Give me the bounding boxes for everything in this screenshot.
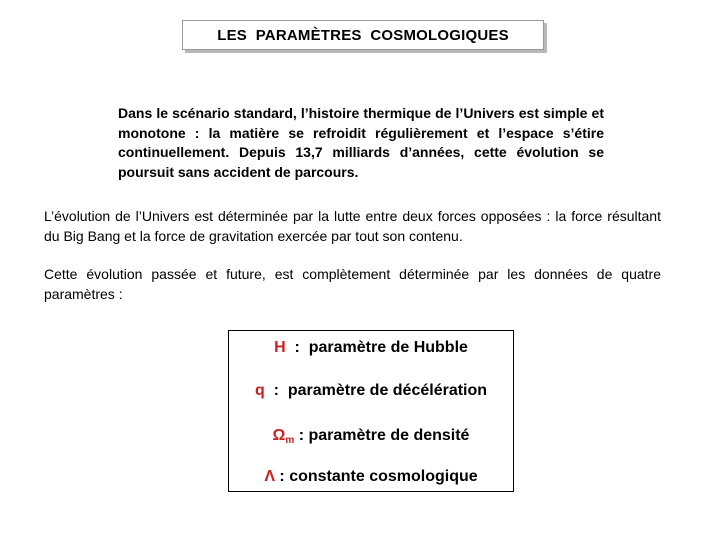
param-density-symbol (273, 427, 295, 444)
parameters-box (228, 330, 514, 492)
param-density-symbol-main: Ω (272, 427, 286, 444)
param-density-label: : paramètre de densité (294, 427, 470, 444)
forces-paragraph: L’évolution de l’Univers est déterminée par la lutte entre deux forces opposées : la force résultant du Big Bang et la force de gravitation exercée par tout son contenu. (44, 208, 661, 244)
param-density-subscript: m (285, 435, 295, 446)
parameters-paragraph: Cette évolution passée et future, est complètement déterminée par les données de quatre paramètres : (44, 266, 661, 302)
param-hubble (229, 339, 513, 357)
page-title (182, 20, 544, 50)
intro-paragraph: Dans le scénario standard, l’histoire thermique de l’Univers est simple et monotone : la matière se refroidit régulièrement et l’espace s’étire continuellement. Depuis 13,7 milliards d’années, cette évolution se poursuit sans accident de parcours. (118, 105, 604, 180)
param-deceleration-symbol: q (254, 382, 265, 399)
param-deceleration-label: : paramètre de décélération (264, 382, 488, 399)
page-title-text: LES PARAMÈTRES COSMOLOGIQUES (217, 26, 509, 44)
param-density (229, 427, 513, 445)
param-cosmological-constant-label: : constante cosmologique (274, 468, 478, 485)
param-cosmological-constant-symbol: Λ (264, 468, 275, 485)
param-deceleration (229, 382, 513, 400)
param-hubble-symbol: H (274, 339, 286, 356)
param-cosmological-constant (229, 468, 513, 486)
param-hubble-label: : paramètre de Hubble (285, 339, 468, 356)
